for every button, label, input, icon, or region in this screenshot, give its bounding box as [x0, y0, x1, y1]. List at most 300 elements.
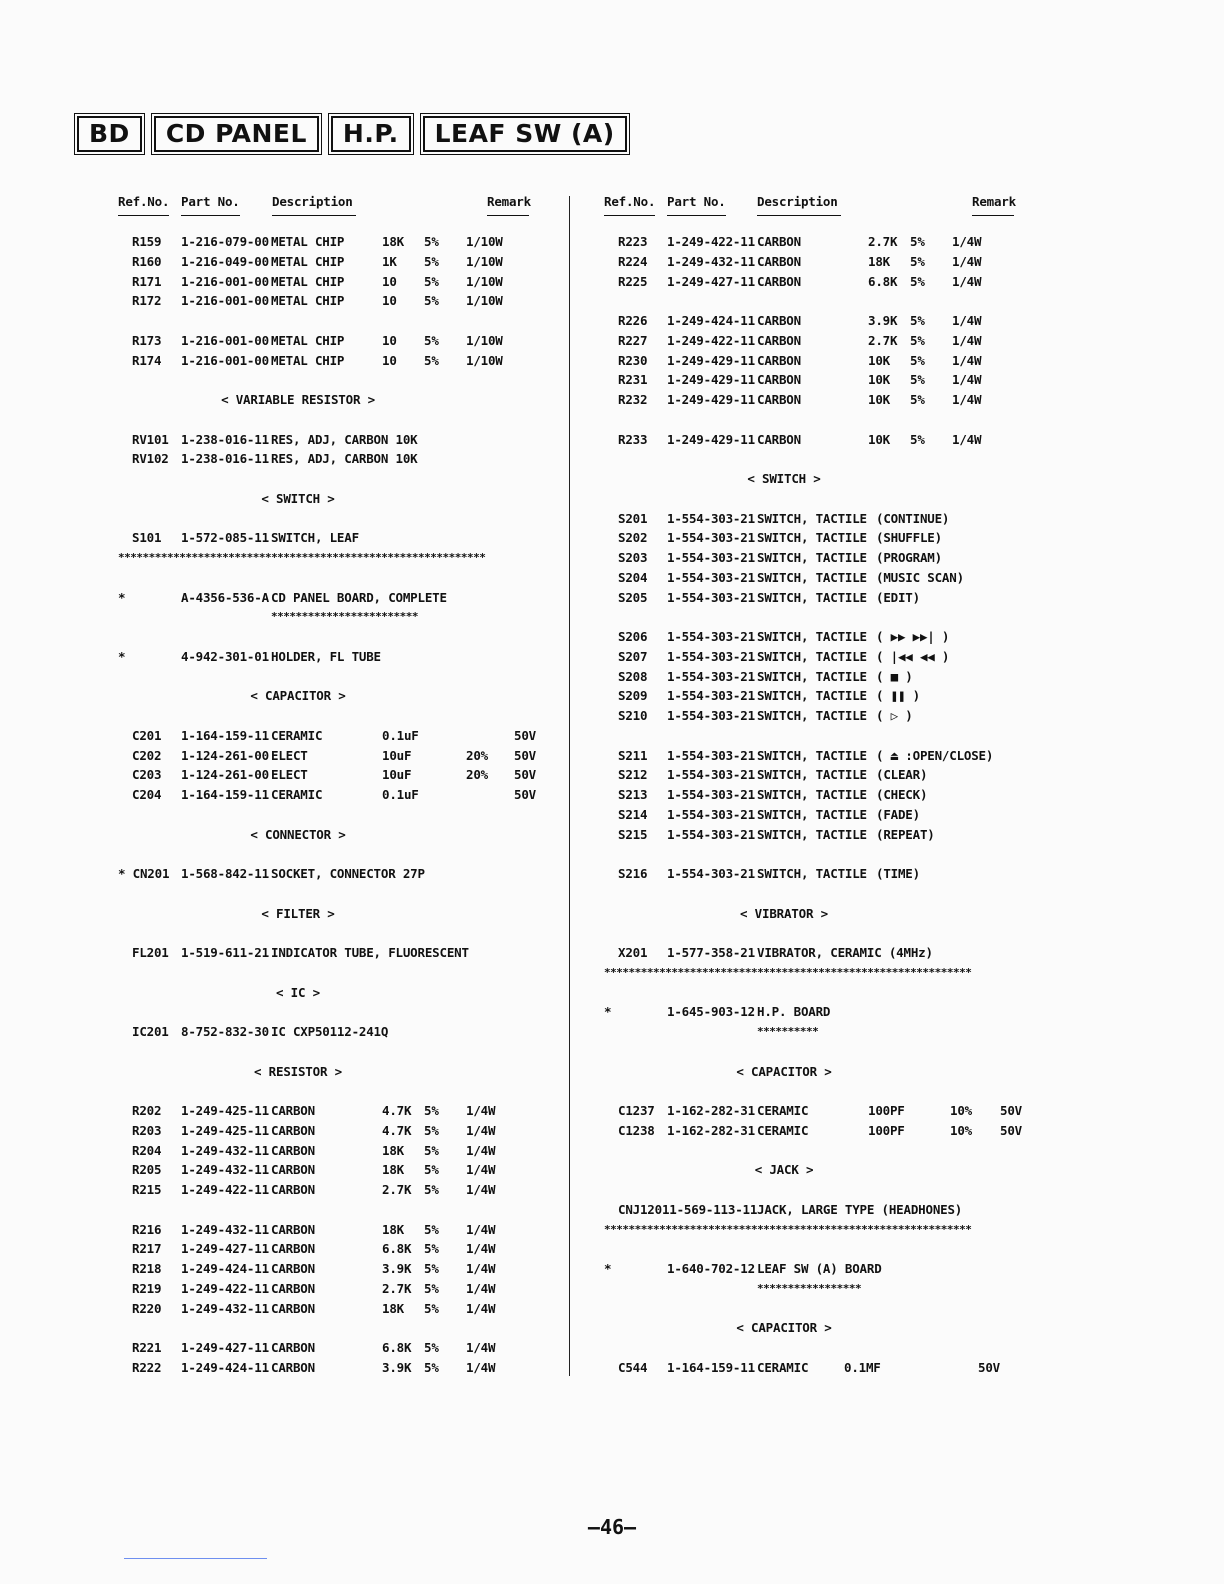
- rating: 1/4W: [952, 332, 982, 348]
- part-row: [604, 1259, 1024, 1279]
- description: CARBON: [271, 1221, 315, 1237]
- part-row: [118, 746, 538, 766]
- part-row: [604, 548, 1024, 568]
- tolerance: 5%: [424, 1359, 439, 1375]
- part-no: 1-640-702-12: [667, 1261, 755, 1276]
- ref-no: R172: [132, 293, 162, 309]
- value: 3.9K: [382, 1359, 412, 1375]
- part-no: 1-572-085-11: [181, 530, 269, 546]
- tolerance: 5%: [910, 313, 925, 328]
- ref-no: R231: [618, 372, 648, 388]
- value: 18K: [382, 1142, 404, 1158]
- description: CARBON: [757, 273, 801, 289]
- value: 100PF: [868, 1122, 905, 1138]
- blank-row: [604, 489, 1024, 509]
- part-no: 1-568-842-11: [181, 866, 269, 881]
- part-no: 1-249-425-11: [181, 1122, 269, 1138]
- blank-row: [604, 1239, 1024, 1259]
- part-no: 1-164-159-11: [667, 1359, 755, 1375]
- ref-no: C544: [618, 1359, 648, 1375]
- description: SWITCH, TACTILE: [757, 767, 867, 783]
- rating: 1/10W: [466, 253, 503, 269]
- ref-no: X201: [618, 945, 648, 960]
- value: 10: [382, 332, 397, 348]
- part-no: 1-249-429-11: [667, 372, 755, 388]
- part-row: [118, 449, 538, 469]
- separator-row: ************************************************************: [604, 1222, 972, 1236]
- part-no: 1-645-903-12: [667, 1004, 755, 1020]
- ref-no: RV101: [132, 431, 169, 447]
- part-row: [118, 1279, 538, 1299]
- ref-no: R215: [132, 1182, 162, 1197]
- part-row: [604, 686, 1024, 706]
- section-heading: < CAPACITOR >: [736, 1320, 832, 1336]
- value: 2.7K: [868, 234, 898, 249]
- rating: 1/4W: [952, 234, 982, 249]
- blank-row: [118, 509, 538, 529]
- tolerance: 5%: [910, 372, 925, 388]
- part-row: [604, 390, 1024, 410]
- description: CARBON: [271, 1182, 315, 1197]
- part-no: 1-554-303-21: [667, 648, 755, 664]
- value: 10: [382, 352, 397, 368]
- description: CD PANEL BOARD, COMPLETE: [271, 589, 447, 605]
- description: ELECT: [271, 767, 308, 783]
- part-no: 1-124-261-00: [181, 747, 269, 763]
- part-no: 1-249-429-11: [667, 392, 755, 407]
- part-no: 1-164-159-11: [181, 727, 269, 743]
- part-no: 1-249-429-11: [667, 352, 755, 368]
- ref-no: R226: [618, 313, 648, 328]
- part-no: 1-249-425-11: [181, 1103, 269, 1118]
- tolerance: 5%: [424, 1241, 439, 1257]
- part-row: [118, 1259, 538, 1279]
- part-row: [118, 943, 538, 963]
- separator-row: ************************************************************: [118, 551, 486, 564]
- rating: 1/10W: [466, 273, 503, 289]
- header-part: Part No.: [667, 194, 726, 216]
- description: CERAMIC: [271, 727, 323, 743]
- separator-row: ************************************************************: [604, 965, 972, 979]
- section-heading: < CONNECTOR >: [250, 826, 346, 842]
- ref-no: S211: [618, 747, 648, 763]
- board-underline-stars: ************************: [271, 610, 418, 624]
- part-row: [118, 647, 538, 667]
- description: CARBON: [757, 313, 801, 328]
- description: INDICATOR TUBE, FLUORESCENT: [271, 945, 469, 960]
- ref-no: C1237: [618, 1103, 655, 1118]
- value: 10K: [868, 431, 890, 447]
- part-no: 1-249-432-11: [181, 1162, 269, 1178]
- description: METAL CHIP: [271, 234, 345, 249]
- blank-row: [118, 844, 538, 864]
- description: SWITCH, TACTILE: [757, 510, 867, 526]
- value: 10uF: [382, 767, 412, 783]
- blank-row: [118, 706, 538, 726]
- description: CARBON: [271, 1103, 315, 1118]
- tab-cd-panel: CD PANEL: [154, 116, 319, 152]
- part-no: 1-554-303-21: [667, 708, 755, 723]
- description: HOLDER, FL TUBE: [271, 648, 381, 664]
- ref-no: S212: [618, 767, 648, 783]
- part-no: 1-554-303-21: [667, 767, 755, 783]
- value: 10: [382, 273, 397, 289]
- part-no: 1-554-303-21: [667, 806, 755, 822]
- blank-row: [118, 469, 538, 489]
- blank-row: [118, 1081, 538, 1101]
- rating: 1/4W: [952, 352, 982, 368]
- tolerance: 5%: [424, 253, 439, 269]
- part-no: 1-216-079-00: [181, 234, 269, 249]
- part-row: [604, 943, 1024, 963]
- value: 100PF: [868, 1103, 905, 1118]
- value: 2.7K: [868, 332, 898, 348]
- value: 6.8K: [382, 1340, 412, 1355]
- part-row: [118, 1239, 538, 1259]
- part-row: [118, 765, 538, 785]
- remark: 50V: [514, 787, 536, 802]
- part-no: 1-554-303-21: [667, 747, 755, 763]
- part-row: [604, 706, 1024, 726]
- blank-row: [604, 1081, 1024, 1101]
- description: CARBON: [271, 1241, 315, 1257]
- part-row: [118, 1160, 538, 1180]
- description: CARBON: [271, 1162, 315, 1178]
- blank-row: [604, 410, 1024, 430]
- column-divider: [569, 196, 570, 1376]
- rating: 1/4W: [466, 1122, 496, 1138]
- part-no: 1-554-303-21: [667, 510, 755, 526]
- ref-no: CNJ12011-569-113-11: [618, 1201, 758, 1217]
- header-part: Part No.: [181, 194, 240, 216]
- value: 2.7K: [382, 1182, 412, 1197]
- tolerance: 5%: [910, 352, 925, 368]
- part-no: 1-249-427-11: [667, 273, 755, 289]
- value: 18K: [868, 253, 890, 269]
- description: RES, ADJ, CARBON 10K: [271, 431, 418, 447]
- section-heading: < CAPACITOR >: [736, 1063, 832, 1079]
- part-no: 1-519-611-21: [181, 945, 269, 960]
- description: JACK, LARGE TYPE (HEADHONES): [757, 1201, 963, 1217]
- section-heading: < VARIABLE RESISTOR >: [221, 392, 375, 407]
- ref-no: * CN201: [118, 866, 170, 881]
- rating: 1/10W: [466, 332, 503, 348]
- rating: 1/4W: [466, 1359, 496, 1375]
- part-no: 1-249-432-11: [181, 1142, 269, 1158]
- blank-row: [118, 1042, 538, 1062]
- ref-no: *: [118, 589, 126, 605]
- description: CERAMIC: [271, 787, 323, 802]
- part-row: [118, 430, 538, 450]
- blank-row: [118, 1318, 538, 1338]
- header-remark: Remark: [487, 194, 529, 216]
- value: 18K: [382, 1162, 404, 1178]
- part-no: 1-249-422-11: [181, 1280, 269, 1296]
- tolerance: 5%: [424, 1221, 439, 1237]
- part-no: 1-554-303-21: [667, 826, 755, 842]
- rating: 1/4W: [466, 1280, 496, 1296]
- description: SOCKET, CONNECTOR 27P: [271, 866, 425, 881]
- tab-hp: H.P.: [331, 116, 411, 152]
- blank-row: [604, 291, 1024, 311]
- value: ( ▷ ): [876, 708, 913, 723]
- tolerance: 5%: [910, 431, 925, 447]
- ref-no: R174: [132, 352, 162, 368]
- part-row: [118, 785, 538, 805]
- part-no: 1-124-261-00: [181, 767, 269, 783]
- ref-no: R202: [132, 1103, 162, 1118]
- header-ref: Ref.No.: [604, 194, 655, 216]
- value: (CONTINUE): [876, 510, 950, 526]
- value: ( ■ ): [876, 668, 913, 684]
- part-no: 1-554-303-21: [667, 589, 755, 605]
- ref-no: R225: [618, 273, 648, 289]
- value: 10K: [868, 392, 890, 407]
- part-no: 1-216-001-00: [181, 293, 269, 309]
- part-row: [118, 1358, 538, 1378]
- blank-row: [118, 667, 538, 687]
- part-row: [118, 588, 538, 608]
- part-row: [604, 252, 1024, 272]
- part-no: 1-249-422-11: [667, 332, 755, 348]
- blank-row: [118, 805, 538, 825]
- blank-row: [604, 1180, 1024, 1200]
- blank-row: [118, 311, 538, 331]
- part-row: [118, 232, 538, 252]
- part-row: [118, 1299, 538, 1319]
- left-rows: [118, 232, 538, 1378]
- part-row: [604, 1101, 1024, 1121]
- part-row: [118, 1180, 538, 1200]
- ref-no: R232: [618, 392, 648, 407]
- ref-no: R160: [132, 253, 162, 269]
- rating: 1/4W: [952, 431, 982, 447]
- ref-no: R224: [618, 253, 648, 269]
- tolerance: 5%: [424, 293, 439, 309]
- ref-no: R221: [132, 1340, 162, 1355]
- description: CARBON: [757, 392, 801, 407]
- tolerance: 5%: [424, 1142, 439, 1158]
- section-heading: < IC >: [276, 984, 320, 1000]
- part-no: 1-249-432-11: [181, 1300, 269, 1316]
- ref-no: R205: [132, 1162, 162, 1178]
- part-no: 1-238-016-11: [181, 431, 269, 447]
- value: (CHECK): [876, 787, 928, 802]
- remark: 50V: [514, 767, 536, 783]
- tolerance: 5%: [424, 1162, 439, 1178]
- description: SWITCH, LEAF: [271, 530, 359, 546]
- part-row: [118, 252, 538, 272]
- ref-no: C202: [132, 747, 162, 763]
- tolerance: 5%: [910, 253, 925, 269]
- description: CARBON: [757, 372, 801, 388]
- description: SWITCH, TACTILE: [757, 688, 867, 704]
- part-row: [604, 331, 1024, 351]
- tab-bd: BD: [77, 116, 142, 152]
- part-no: 1-249-424-11: [181, 1359, 269, 1375]
- part-row: [118, 351, 538, 371]
- ref-no: R219: [132, 1280, 162, 1296]
- rating: 20%: [466, 747, 488, 763]
- tolerance: 10%: [950, 1103, 972, 1118]
- header-desc: Description: [757, 194, 841, 216]
- ref-no: C203: [132, 767, 162, 783]
- part-row: [604, 370, 1024, 390]
- description: SWITCH, TACTILE: [757, 866, 867, 881]
- part-no: A-4356-536-A: [181, 589, 269, 605]
- description: CARBON: [271, 1142, 315, 1158]
- section-heading: < SWITCH >: [261, 490, 335, 506]
- part-no: 1-216-049-00: [181, 253, 269, 269]
- ref-no: S204: [618, 569, 648, 585]
- part-no: 1-249-429-11: [667, 431, 755, 447]
- part-row: [604, 864, 1024, 884]
- section-heading: < VIBRATOR >: [740, 905, 828, 921]
- rating: 1/4W: [466, 1340, 496, 1355]
- rating: 1/4W: [952, 273, 982, 289]
- value: 18K: [382, 234, 404, 249]
- remark: 50V: [514, 727, 536, 743]
- part-row: [604, 272, 1024, 292]
- ref-no: R218: [132, 1261, 162, 1276]
- ref-no: R230: [618, 352, 648, 368]
- part-no: 1-238-016-11: [181, 451, 269, 467]
- part-row: [604, 232, 1024, 252]
- rating: 50V: [1000, 1122, 1022, 1138]
- part-row: [604, 805, 1024, 825]
- section-heading: < SWITCH >: [747, 471, 821, 486]
- part-row: [118, 726, 538, 746]
- description: SWITCH, TACTILE: [757, 787, 867, 802]
- remark: 50V: [978, 1359, 1000, 1375]
- value: 6.8K: [382, 1241, 412, 1257]
- tolerance: 5%: [424, 1103, 439, 1118]
- rating: 1/10W: [466, 234, 503, 249]
- tolerance: 5%: [910, 392, 925, 407]
- right-parts-column: [604, 192, 1024, 1378]
- part-row: [118, 1121, 538, 1141]
- value: 10K: [868, 372, 890, 388]
- ref-no: *: [118, 648, 126, 664]
- value: 3.9K: [868, 313, 898, 328]
- description: H.P. BOARD: [757, 1004, 831, 1020]
- tolerance: 5%: [424, 1122, 439, 1138]
- blank-row: [118, 884, 538, 904]
- value: 4.7K: [382, 1122, 412, 1138]
- part-no: 1-249-427-11: [181, 1241, 269, 1257]
- description: SWITCH, TACTILE: [757, 806, 867, 822]
- description: CARBON: [757, 234, 801, 249]
- part-row: [118, 1141, 538, 1161]
- ref-no: S216: [618, 866, 648, 881]
- ref-no: S213: [618, 787, 648, 802]
- part-row: [118, 1101, 538, 1121]
- value: 0.1uF: [382, 727, 419, 743]
- description: VIBRATOR, CERAMIC (4MHz): [757, 945, 933, 960]
- part-no: 1-216-001-00: [181, 352, 269, 368]
- tolerance: 10%: [950, 1122, 972, 1138]
- description: SWITCH, TACTILE: [757, 550, 867, 565]
- value: ( ⏏ :OPEN/CLOSE): [876, 747, 994, 763]
- section-heading: < FILTER >: [261, 905, 335, 921]
- ref-no: R159: [132, 234, 162, 249]
- description: CARBON: [271, 1340, 315, 1355]
- value: 10: [382, 293, 397, 309]
- header-ref: Ref.No.: [118, 194, 169, 216]
- part-row: [604, 667, 1024, 687]
- blank-row: [604, 1299, 1024, 1319]
- blank-row: [604, 1141, 1024, 1161]
- part-no: 1-554-303-21: [667, 787, 755, 802]
- ref-no: S101: [132, 530, 162, 546]
- board-underline-stars: *****************: [757, 1281, 862, 1295]
- header-remark: Remark: [972, 194, 1014, 216]
- part-row: [604, 568, 1024, 588]
- part-row: [118, 864, 538, 884]
- part-row: [604, 647, 1024, 667]
- right-rows: [604, 232, 1024, 1378]
- part-row: [604, 311, 1024, 331]
- ref-no: R216: [132, 1221, 162, 1237]
- ref-no: S205: [618, 589, 648, 605]
- blank-row: [118, 627, 538, 647]
- decorative-line: [124, 1558, 267, 1559]
- rating: 1/4W: [466, 1241, 496, 1257]
- rating: 1/4W: [952, 372, 982, 388]
- rating: 1/4W: [466, 1261, 496, 1276]
- tolerance: 5%: [910, 234, 925, 249]
- part-no: 4-942-301-01: [181, 648, 269, 664]
- value: (SHUFFLE): [876, 530, 942, 546]
- part-no: 1-577-358-21: [667, 945, 755, 960]
- description: CARBON: [757, 332, 801, 348]
- ref-no: S208: [618, 668, 648, 684]
- blank-row: [604, 1338, 1024, 1358]
- description: CARBON: [757, 352, 801, 368]
- description: METAL CHIP: [271, 352, 345, 368]
- remark: 50V: [514, 747, 536, 763]
- blank-row: [118, 963, 538, 983]
- rating: 1/4W: [466, 1142, 496, 1158]
- description: CARBON: [271, 1280, 315, 1296]
- description: SWITCH, TACTILE: [757, 569, 867, 585]
- right-header: [604, 192, 1024, 232]
- blank-row: [604, 449, 1024, 469]
- ref-no: R171: [132, 273, 162, 289]
- ref-no: IC201: [132, 1024, 169, 1039]
- ref-no: R220: [132, 1300, 162, 1316]
- description: SWITCH, TACTILE: [757, 589, 867, 605]
- description: SWITCH, TACTILE: [757, 708, 867, 723]
- blank-row: [118, 568, 538, 588]
- part-no: 1-554-303-21: [667, 530, 755, 546]
- rating: 1/10W: [466, 293, 503, 309]
- ref-no: R222: [132, 1359, 162, 1375]
- ref-no: R217: [132, 1241, 162, 1257]
- tolerance: 5%: [424, 332, 439, 348]
- part-no: 1-216-001-00: [181, 332, 269, 348]
- ref-no: S207: [618, 648, 648, 664]
- ref-no: S206: [618, 629, 648, 644]
- part-no: 1-249-432-11: [181, 1221, 269, 1237]
- section-heading: < CAPACITOR >: [250, 688, 346, 704]
- ref-no: RV102: [132, 451, 169, 467]
- tolerance: 5%: [424, 1280, 439, 1296]
- description: CARBON: [271, 1261, 315, 1276]
- description: CERAMIC: [757, 1359, 809, 1375]
- description: CERAMIC: [757, 1103, 809, 1118]
- tolerance: 5%: [424, 352, 439, 368]
